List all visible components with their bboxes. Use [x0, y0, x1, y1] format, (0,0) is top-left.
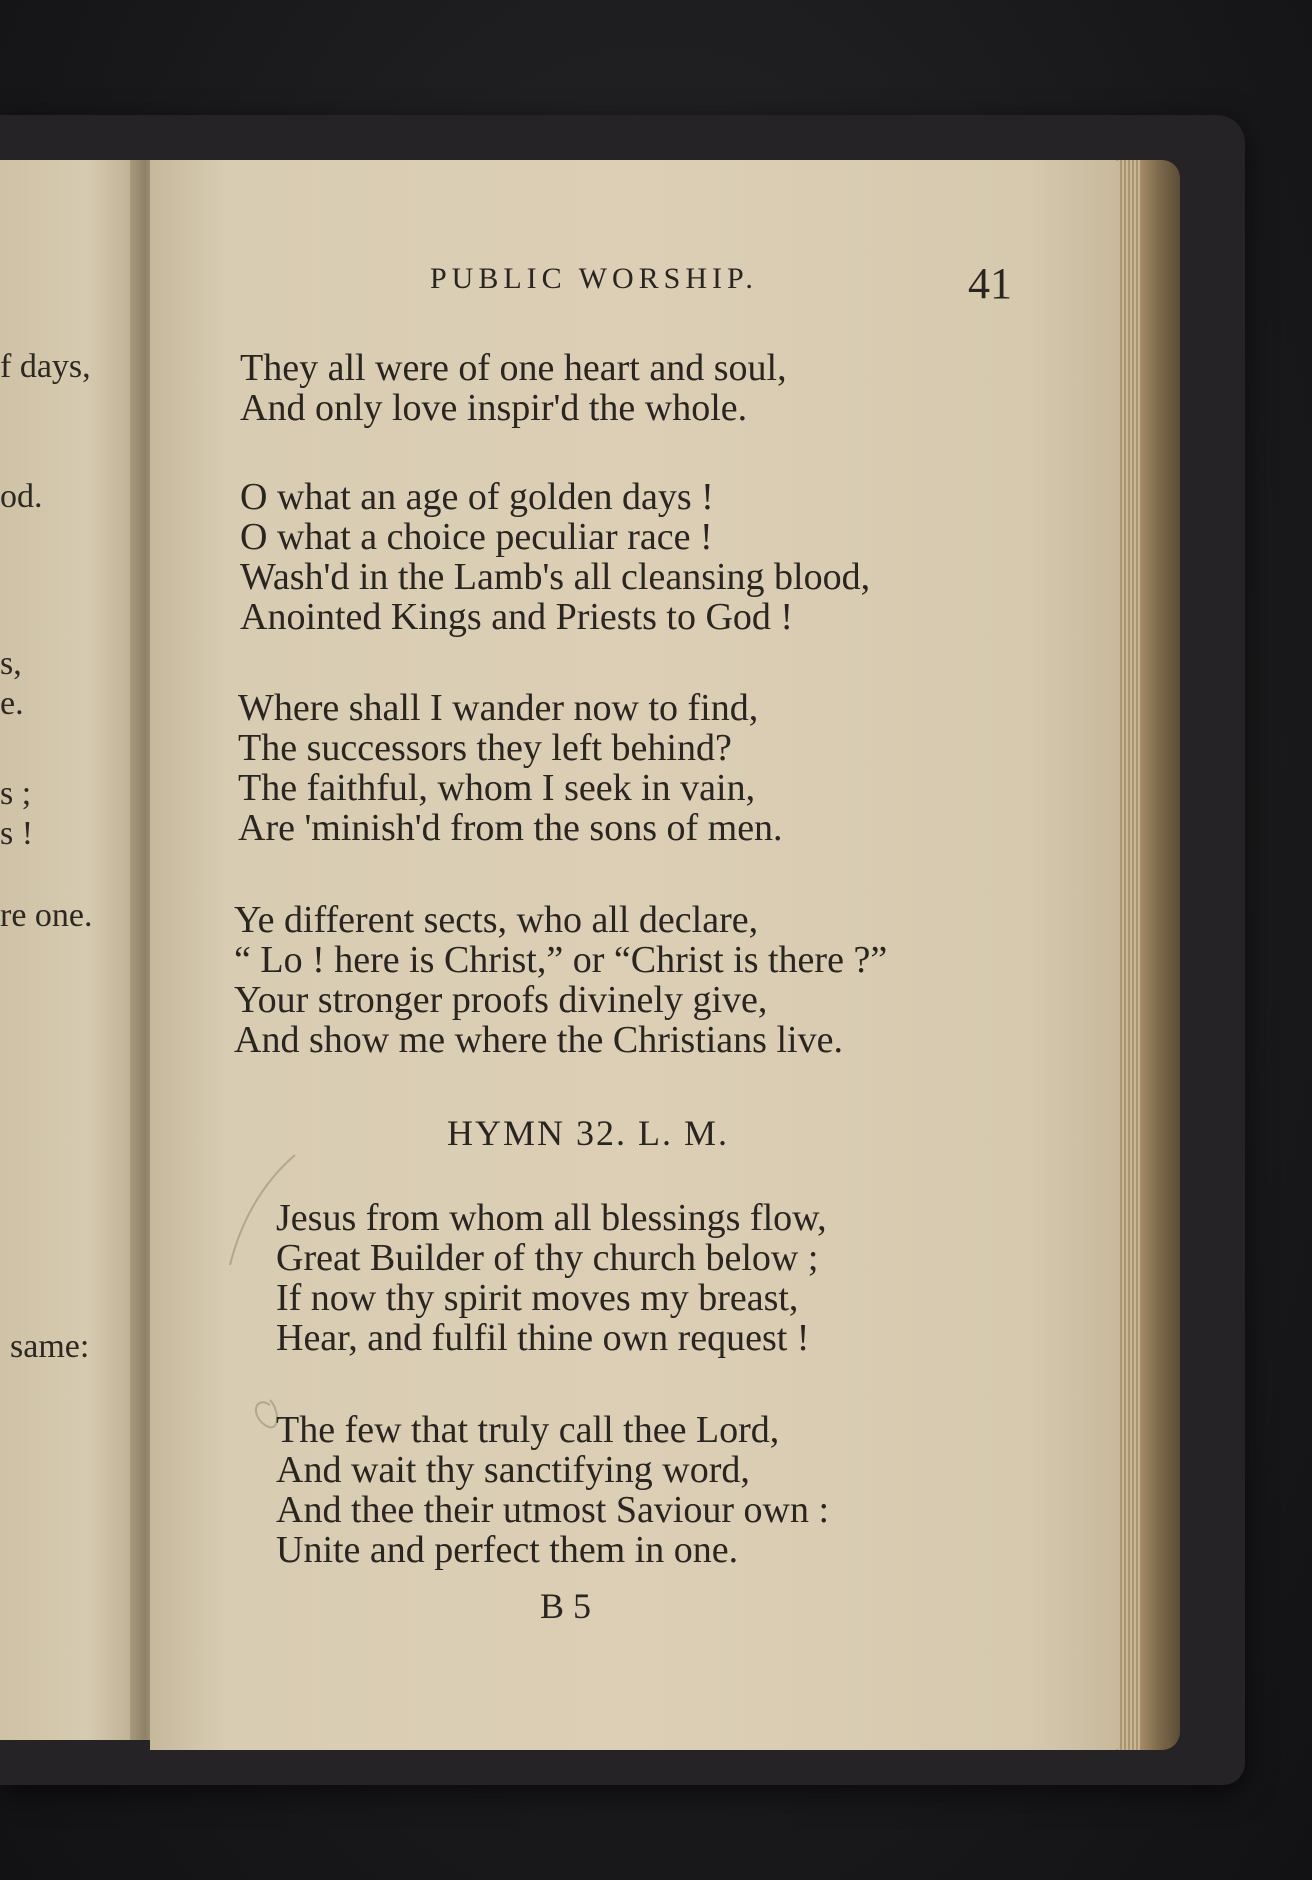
stanza	[234, 900, 887, 1060]
verse-line: And only love inspir'd the whole.	[240, 387, 748, 429]
left-fragment: re one.	[0, 897, 93, 934]
verse-line: And show me where the Christians live.	[234, 1019, 843, 1061]
verse-line: If now thy spirit moves my breast,	[276, 1277, 799, 1319]
verse-line: Jesus from whom all blessings flow,	[276, 1197, 827, 1239]
left-fragment: f days,	[0, 348, 91, 385]
verse-line: And wait thy sanctifying word,	[276, 1449, 750, 1491]
verse-line: Ye different sects, who all declare,	[234, 899, 759, 941]
stanza	[238, 688, 783, 848]
verse-line: Hear, and fulfil thine own request !	[276, 1317, 810, 1359]
left-fragment: s,	[0, 645, 22, 682]
stanza	[240, 477, 870, 637]
page-number: 41	[968, 259, 1012, 308]
verse-line: “ Lo ! here is Christ,” or “Christ is there ?”	[234, 939, 888, 981]
hymn-stanza	[276, 1198, 827, 1358]
verse-line: Anointed Kings and Priests to God !	[240, 596, 794, 638]
left-fragment: s ;	[0, 775, 32, 812]
verse-line: Are 'minish'd from the sons of men.	[238, 807, 783, 849]
left-fragment: od.	[0, 478, 43, 515]
left-page	[0, 160, 145, 1740]
running-head: PUBLIC WORSHIP.	[430, 262, 758, 295]
verse-line: The successors they left behind?	[238, 727, 732, 769]
verse-line: Where shall I wander now to find,	[238, 687, 759, 729]
verse-line: O what a choice peculiar race !	[240, 516, 713, 558]
verse-line: And thee their utmost Saviour own :	[276, 1489, 830, 1531]
verse-line: The faithful, whom I seek in vain,	[238, 767, 756, 809]
verse-line: Wash'd in the Lamb's all cleansing blood,	[240, 556, 871, 598]
hymn-title: HYMN 32. L. M.	[447, 1113, 730, 1153]
stanza	[240, 348, 787, 428]
verse-line: Your stronger proofs divinely give,	[234, 979, 768, 1021]
left-fragment: e.	[0, 685, 24, 722]
left-fragment: same:	[10, 1328, 90, 1365]
signature-mark: B 5	[540, 1586, 592, 1626]
verse-line: O what an age of golden days !	[240, 476, 714, 518]
verse-line: Unite and perfect them in one.	[276, 1529, 739, 1571]
hymn-stanza	[276, 1410, 829, 1570]
verse-line: The few that truly call thee Lord,	[276, 1409, 780, 1451]
verse-line: They all were of one heart and soul,	[240, 347, 787, 389]
left-fragment: s !	[0, 815, 34, 852]
verse-line: Great Builder of thy church below ;	[276, 1237, 819, 1279]
